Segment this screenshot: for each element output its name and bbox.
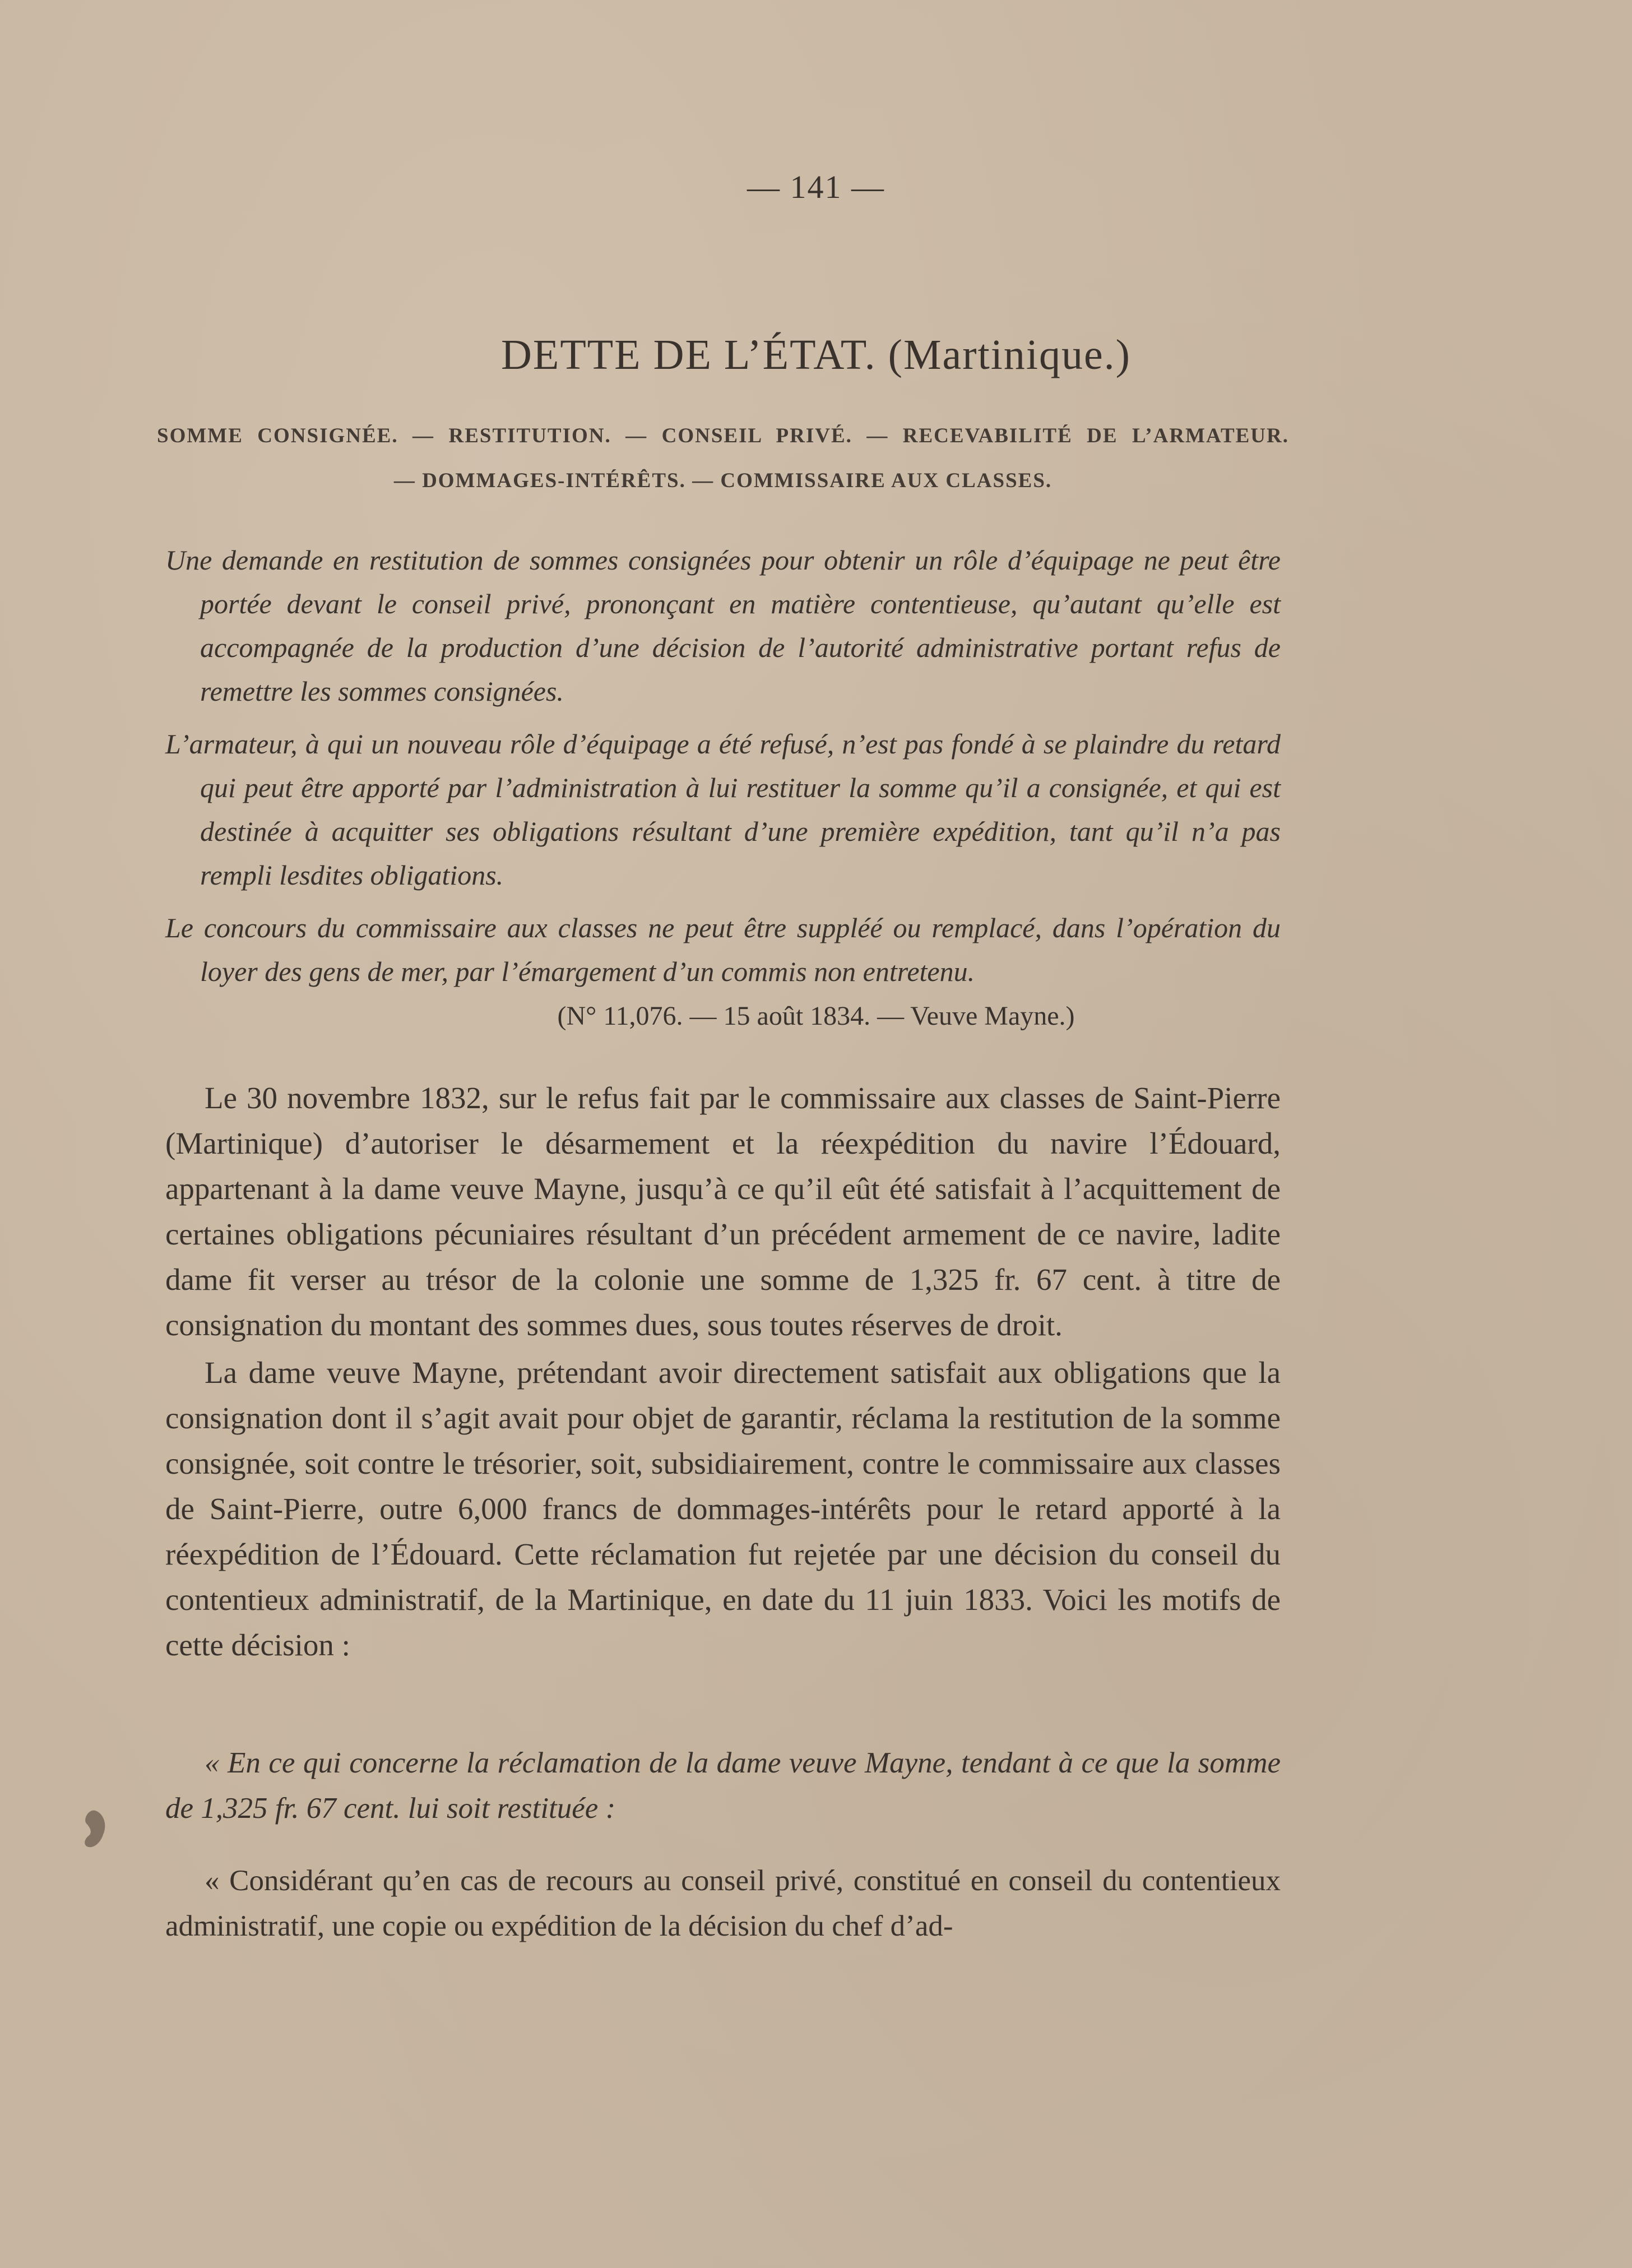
keywords-line-1: SOMME CONSIGNÉE. — RESTITUTION. — CONSEIL PRIVÉ. — RECEVABILITÉ DE L’ARMATEUR. xyxy=(157,424,1289,447)
summary-paragraph: Le concours du commissaire aux classes ne peut être suppléé ou remplacé, dans l’opération du loyer des gens de mer, par l’émargement d’un commis non entretenu. xyxy=(165,912,1281,987)
summary-block xyxy=(165,538,1281,1002)
body-text xyxy=(165,1075,1281,1670)
body-paragraph: La dame veuve Mayne, prétendant avoir directement satisfait aux obligations que la consignation dont il s’agit avait pour objet de garantir, réclama la restitution de la somme consignée, soit contre le trésorier, soit, subsidiairement, contre le commissaire aux classes de Saint-Pierre, outre 6,000 francs de dommages-intérêts pour le retard apporté à la réexpédition de l’Édouard. Cette réclamation fut rejetée par une décision du conseil du contentieux administratif, de la Martinique, en date du 11 juin 1833. Voici les motifs de cette décision : xyxy=(165,1355,1281,1662)
quote-paragraph: « En ce qui concerne la réclamation de la dame veuve Mayne, tendant à ce que la somme de 1,325 fr. 67 cent. lui soit restituée : xyxy=(165,1747,1281,1825)
keywords-block xyxy=(157,414,1289,503)
quote-paragraph: « Considérant qu’en cas de recours au conseil privé, constitué en conseil du contentieux administratif, une copie ou expédition de la décision du chef d’ad- xyxy=(165,1864,1281,1942)
keywords-line-2: — DOMMAGES-INTÉRÊTS. — COMMISSAIRE AUX CLASSES. xyxy=(393,469,1053,492)
page-number: — 141 — xyxy=(747,169,885,205)
ink-smudge-icon xyxy=(78,1808,112,1853)
title-subtitle: (Martinique.) xyxy=(888,331,1131,378)
summary-paragraph: Une demande en restitution de sommes consignées pour obtenir un rôle d’équipage ne peut être portée devant le conseil privé, prononçant en matière contentieuse, qu’autant qu’elle est accompagnée de la production d’une décision de l’autorité administrative portant refus de remettre les sommes consignées. xyxy=(165,544,1281,707)
title-main: DETTE DE L’ÉTAT. xyxy=(501,331,877,378)
case-citation: (N° 11,076. — 15 août 1834. — Veuve Mayne.) xyxy=(557,1001,1075,1031)
summary-paragraph: L’armateur, à qui un nouveau rôle d’équipage a été refusé, n’est pas fondé à se plaindre du retard qui peut être apporté par l’administration à lui restituer la somme qu’il a consignée, et qui est destinée à acquitter ses obligations résultant d’une première expédition, tant qu’il n’a pas rempli lesdites obligations. xyxy=(165,728,1281,891)
page-title xyxy=(0,331,1632,379)
body-paragraph: Le 30 novembre 1832, sur le refus fait par le commissaire aux classes de Saint-Pierre (Martinique) d’autoriser le désarmement et la réexpédition du navire l’Édouard, appartenant à la dame veuve Mayne, jusqu’à ce qu’il eût été satisfait à l’acquittement de certaines obligations pécuniaires résultant d’un précédent armement de ce navire, ladite dame fit verser au trésor de la colonie une somme de 1,325 fr. 67 cent. à titre de consignation du montant des sommes dues, sous toutes réserves de droit. xyxy=(165,1081,1281,1342)
